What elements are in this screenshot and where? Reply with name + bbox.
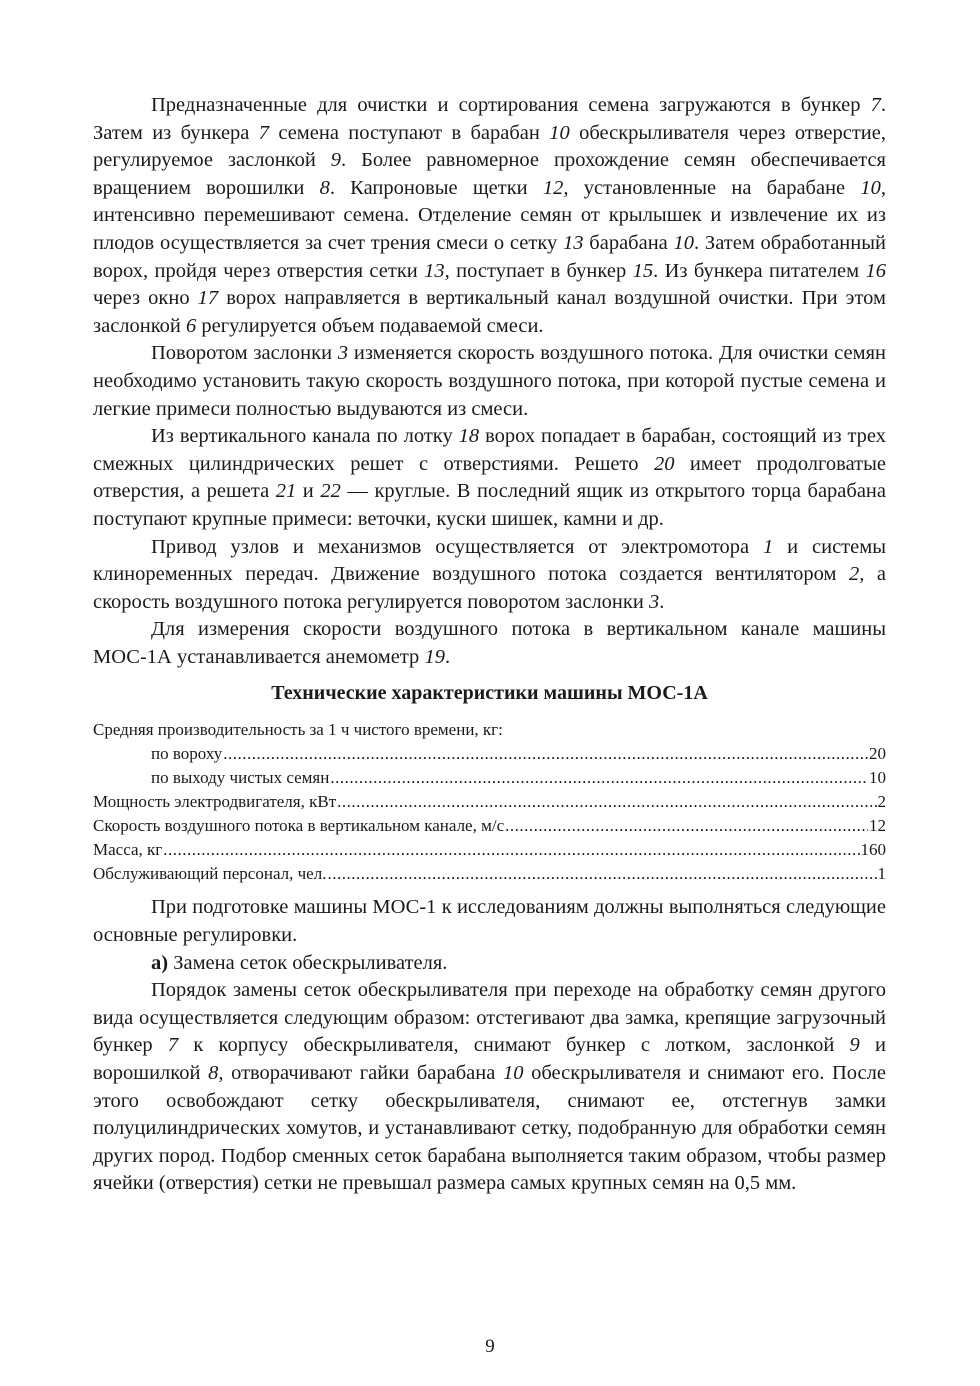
paragraph: [93, 977, 886, 1198]
figure-ref: 15: [632, 259, 654, 282]
text-run: семена поступают в барабан: [269, 121, 550, 144]
figure-ref: 3: [648, 590, 660, 613]
figure-ref: 6: [186, 314, 197, 337]
paragraph: [93, 92, 886, 340]
text-run: Поворотом заслонки: [151, 342, 338, 365]
figure-ref: 12,: [542, 176, 569, 199]
spec-label: Скорость воздушного потока в вертикальном канале, м/с: [93, 816, 505, 836]
spec-row: [93, 766, 886, 790]
text-run: Для измерения скорости воздушного потока в вертикальном канале машины МОС-1А устанавливается анемометр: [93, 618, 886, 668]
text-run: барабана: [583, 231, 674, 254]
text-run: Предназначенные для очистки и сортирования семена загружаются в бункер: [151, 94, 871, 116]
figure-ref: 7: [870, 94, 881, 116]
spec-value: 20: [869, 744, 886, 764]
text-run: Из вертикального канала по лотку: [151, 425, 459, 448]
spec-value: 2: [877, 792, 886, 812]
figure-ref: 19: [424, 645, 445, 668]
dot-leader: [163, 838, 859, 862]
spec-value: 10: [869, 768, 886, 788]
spec-value: 160: [860, 840, 886, 860]
figure-ref: 10: [549, 121, 570, 144]
page-number: 9: [485, 1336, 495, 1357]
spec-list: [93, 718, 886, 886]
figure-ref: 9: [330, 149, 342, 172]
text-run: обескрыливателя и снимают его. После этого освобождают сетку обескрыливателя, снимают ее, отстегнув замки полуцилиндрических хомутов, и устанавливают сетку, подобранную для обработки семян других пород. Подбор сменных сеток барабана выполняется таким образом, чтобы размер ячейки (отверстия) сетки не превышал размера самых крупных семян на 0,5 мм.: [93, 1062, 886, 1195]
spec-label: Мощность электродвигателя, кВт: [93, 792, 337, 812]
list-marker: а): [151, 951, 169, 974]
spec-row: [93, 790, 886, 814]
text-run: регулируется объем подаваемой смеси.: [196, 314, 544, 337]
text-run: . Капроновые щетки: [329, 176, 543, 199]
paragraph: [93, 950, 886, 978]
text-run: При подготовке машины МОС-1 к исследованиям должны выполняться следующие основные регулировки.: [93, 896, 886, 947]
text-run: .: [444, 645, 451, 668]
text-run: имеет продолговатые отверстия, а решета: [93, 452, 886, 503]
spec-label: по выходу чистых семян: [151, 768, 330, 788]
text-run: . Затем обработанный ворох, пройдя через отверстия сетки: [93, 231, 886, 282]
paragraph: [93, 534, 886, 617]
spec-label: по вороху: [151, 744, 223, 764]
figure-ref: 8,: [208, 1062, 224, 1085]
paragraph: [93, 340, 886, 423]
spec-label: Обслуживающий персонал, чел.: [93, 864, 327, 884]
body-text-bottom: [93, 894, 886, 1198]
text-run: .: [659, 590, 665, 613]
spec-row: [93, 814, 886, 838]
figure-ref: 22: [320, 480, 341, 503]
dot-leader: [223, 742, 868, 766]
figure-ref: 3: [337, 342, 349, 365]
spec-heading: Технические характеристики машины МОС-1А: [271, 682, 708, 705]
spec-row: [93, 862, 886, 886]
text-run: изменяется скорость воздушного потока. Для очистки семян необходимо установить такую скорость воздушного потока, при которой пустые семена и легкие примеси полностью выдуваются из смеси.: [93, 342, 886, 420]
paragraph: [93, 894, 886, 949]
text-run: и ворошилкой: [93, 1034, 886, 1085]
spec-row: [93, 838, 886, 862]
figure-ref: 1: [763, 535, 774, 558]
text-run: к корпусу обескрыливателя, снимают бункер с лотком, заслонкой: [178, 1034, 850, 1057]
body-text-top: [93, 92, 886, 671]
text-run: установленные на барабане: [568, 176, 861, 199]
figure-ref: 10: [502, 1062, 524, 1085]
text-run: отворачивают гайки барабана: [223, 1062, 503, 1085]
paragraph: [93, 616, 886, 671]
text-run: обескрыливателя через отверстие, регулируемое заслонкой: [93, 121, 886, 172]
text-run: Привод узлов и механизмов осуществляется от электромотора: [151, 535, 764, 558]
text-run: интенсивно перемешивают семена. Отделение семян от крылышек и извлечение их из плодов осуществляется за счет трения смеси о сетку: [93, 204, 886, 254]
figure-ref: 21: [275, 480, 297, 503]
figure-ref: 13,: [424, 259, 450, 282]
spec-value: 1: [877, 864, 886, 884]
text-run: . Затем из бункера: [93, 94, 886, 144]
text-run: и: [296, 480, 321, 503]
spec-row: [93, 742, 886, 766]
paragraph: [93, 423, 886, 533]
text-run: — круглые. В последний ящик из открытого торца барабана поступают крупные примеси: веточки, куски шишек, камни и др.: [93, 480, 886, 530]
text-run: через окно: [93, 287, 198, 310]
figure-ref: 20: [653, 452, 675, 475]
text-run: . Из бункера питателем: [653, 259, 866, 282]
dot-leader: [327, 862, 876, 886]
spec-caption: Средняя производительность за 1 ч чистого времени, кг:: [93, 720, 503, 740]
text-run: а скорость воздушного потока регулируется поворотом заслонки: [93, 563, 886, 613]
spec-value: 12: [869, 816, 886, 836]
text-run: . Более равномерное прохождение семян обеспечивается вращением ворошилки: [93, 149, 886, 199]
figure-ref: 8: [319, 176, 330, 199]
dot-leader: [505, 814, 868, 838]
text-run: Порядок замены сеток обескрыливателя при переходе на обработку семян другого вида осуществляется следующим образом: отстегивают два замка, крепящие загрузочный бункер: [93, 979, 886, 1057]
text-run: и системы клиноременных передач. Движение воздушного потока создается вентилятором: [93, 535, 886, 586]
text-run: ворох направляется в вертикальный канал воздушной очистки. При этом заслонкой: [93, 287, 886, 337]
figure-ref: 2,: [849, 563, 865, 586]
figure-ref: 18: [458, 425, 480, 448]
figure-ref: 7: [167, 1034, 179, 1057]
document-page: [93, 92, 886, 1198]
figure-ref: 7: [258, 121, 269, 144]
dot-leader: [330, 766, 868, 790]
figure-ref: 13: [563, 231, 584, 254]
figure-ref: 10,: [860, 176, 886, 199]
spec-label: Масса, кг: [93, 840, 163, 860]
figure-ref: 9: [849, 1034, 860, 1057]
dot-leader: [337, 790, 876, 814]
text-run: поступает в бункер: [449, 259, 633, 282]
text-run: Замена сеток обескрыливателя.: [168, 951, 448, 974]
figure-ref: 17: [197, 287, 219, 310]
figure-ref: 16: [865, 259, 887, 282]
figure-ref: 10: [673, 231, 695, 254]
text-run: ворох попадает в барабан, состоящий из трех смежных цилиндрических решет с отверстиями. Решето: [93, 425, 887, 475]
